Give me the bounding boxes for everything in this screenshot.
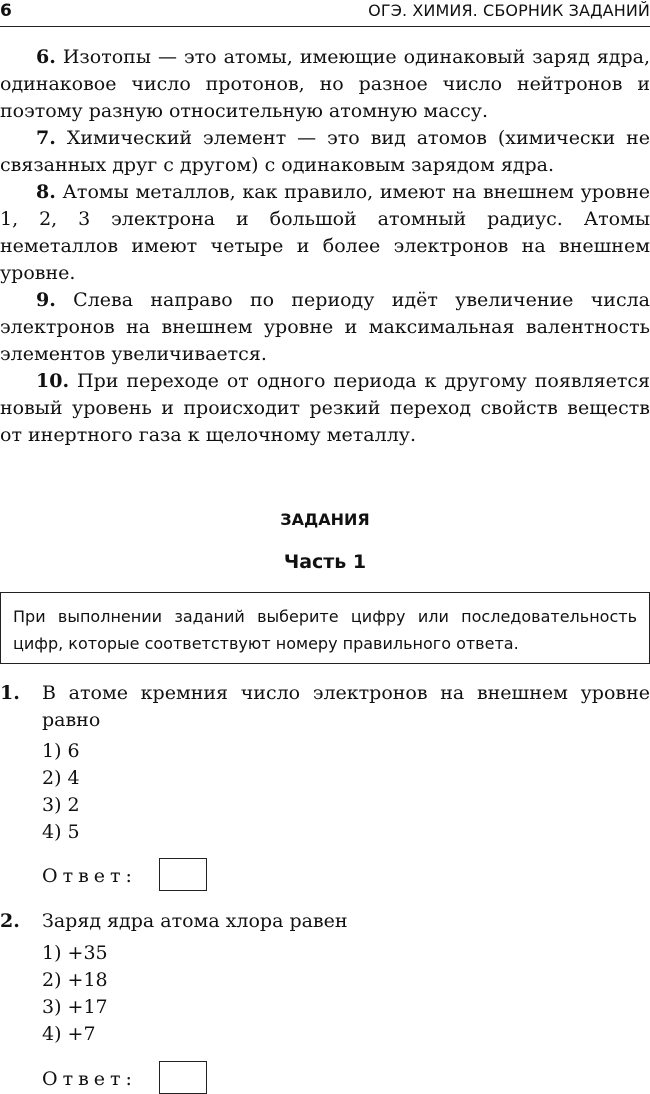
theory-paragraph — [0, 44, 650, 125]
paragraph-text: Атомы металлов, как правило, имеют на внешнем уровне 1, 2, 3 электрона и большой атомный радиус. Атомы неметаллов имеют четыре и более электронов на внешнем уровне. — [0, 181, 650, 284]
answer-option: 2) 4 — [42, 767, 80, 789]
paragraph-number: 8. — [36, 181, 56, 203]
paragraph-number: 7. — [36, 127, 56, 149]
answer-label: Ответ: — [42, 865, 137, 887]
instruction-box — [0, 592, 650, 664]
answer-options — [42, 940, 108, 1048]
answer-option: 4) +7 — [42, 1023, 96, 1045]
task-2 — [0, 908, 650, 1090]
paragraph-text: При переходе от одного периода к другому появляется новый уровень и происходит резкий переход свойств веществ от инертного газа к щелочному металлу. — [0, 370, 650, 446]
answer-label: Ответ: — [42, 1068, 137, 1090]
task-number: 1. — [0, 682, 20, 704]
answer-option: 3) +17 — [42, 996, 108, 1018]
task-question: В атоме кремния число электронов на внешнем уровне равно — [42, 682, 650, 731]
running-title: ОГЭ. ХИМИЯ. СБОРНИК ЗАДАНИЙ — [368, 1, 650, 20]
task-question: Заряд ядра атома хлора равен — [42, 910, 348, 932]
answer-option: 4) 5 — [42, 821, 80, 843]
section-title: ЗАДАНИЯ — [280, 510, 370, 529]
theory-paragraph — [0, 368, 650, 449]
answer-option: 3) 2 — [42, 794, 80, 816]
theory-paragraph — [0, 179, 650, 287]
answer-option: 1) +35 — [42, 942, 108, 964]
page-header — [0, 0, 650, 27]
answer-box[interactable] — [159, 1061, 207, 1094]
theory-paragraph — [0, 125, 650, 179]
task-number: 2. — [0, 910, 20, 932]
theory-paragraph — [0, 287, 650, 368]
answer-box[interactable] — [159, 858, 207, 891]
paragraph-number: 9. — [36, 289, 56, 311]
task-1 — [0, 680, 650, 887]
paragraph-number: 6. — [36, 46, 56, 68]
paragraph-number: 10. — [36, 370, 70, 392]
part-title: Часть 1 — [283, 551, 367, 573]
answer-options — [42, 738, 80, 846]
answer-option: 1) 6 — [42, 740, 80, 762]
paragraph-text: Химический элемент — это вид атомов (химически не связанных друг с другом) с одинаковым зарядом ядра. — [0, 127, 650, 176]
instruction-text: При выполнении заданий выберите цифру или последовательность цифр, которые соответствуют номеру правильного ответа. — [13, 607, 637, 653]
paragraph-text: Слева направо по периоду идёт увеличение числа электронов на внешнем уровне и максимальная валентность элементов увеличивается. — [0, 289, 650, 365]
answer-option: 2) +18 — [42, 969, 108, 991]
theory-text — [0, 44, 650, 449]
paragraph-text: Изотопы — это атомы, имеющие одинаковый заряд ядра, одинаковое число протонов, но разное число нейтронов и поэтому разную относительную атомную массу. — [0, 46, 650, 122]
page-number: 6 — [0, 1, 12, 21]
